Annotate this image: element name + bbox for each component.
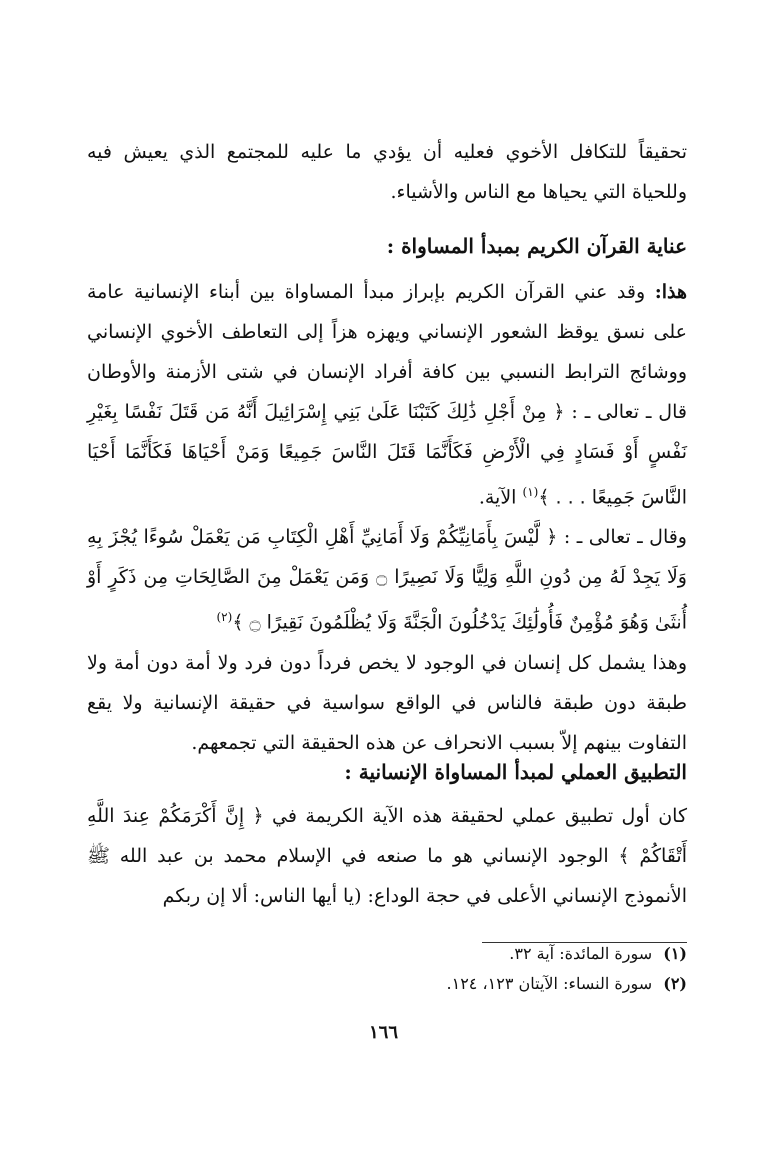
paragraph-text: وقد عني القرآن الكريم بإبراز مبدأ المساواة بين أبناء الإنسانية عامة على نسق يوقظ الشعور الإنساني ويهزه هزاً إلى التعاطف الأخوي الإنساني ووشائج الترابط النسبي بين كافة أفراد الإنسان في شتى الأزمنة والأوطان قال ـ تعالى ـ : <box>87 281 687 423</box>
quran-verse-maida-32: ﴿ مِنْ أَجْلِ ذَٰلِكَ كَتَبْنَا عَلَىٰ بَنِي إِسْرَائِيلَ أَنَّهُ مَن قَتَلَ نَفْسًا بِغَيْرِ نَفْسٍ أَوْ فَسَادٍ فِي الْأَرْضِ فَكَأَنَّمَا قَتَلَ النَّاسَ جَمِيعًا وَمَنْ أَحْيَاهَا فَكَأَنَّمَا أَحْيَا النَّاسَ جَمِيعًا . . . ﴾ <box>87 401 687 509</box>
quran-verse-hujurat-13: ﴿ إِنَّ أَكْرَمَكُمْ عِندَ اللَّهِ أَتْقَاكُمْ ﴾ <box>87 805 687 867</box>
intro-text: تحقيقاً للتكافل الأخوي فعليه أن يؤدي ما عليه للمجتمع الذي يعيش فيه وللحياة التي يحياها مع الناس والأشياء. <box>87 141 687 203</box>
footnote-number: (٢) <box>663 974 687 993</box>
footnote-ref-1: (١) <box>522 485 539 499</box>
paragraph-text: الوجود الإنساني هو ما صنعه في الإسلام محمد بن عبد الله ﷺ الأنموذج الإنساني الأعلى في حجة الوداع: (يا أيها الناس: ألا إن ربكم <box>87 845 687 907</box>
section-heading-practical-equality: التطبيق العملي لمبدأ المساواة الإنسانية : <box>344 760 687 784</box>
section-heading-quran-equality: عناية القرآن الكريم بمبدأ المساواة : <box>386 234 687 258</box>
footnote-1 <box>87 942 687 966</box>
section2-paragraph-1 <box>87 796 687 916</box>
page-number: ١٦٦ <box>368 1022 398 1043</box>
footnote-text: سورة النساء: الآيتان ١٢٣، ١٢٤. <box>446 974 653 993</box>
section2-body <box>87 796 687 916</box>
paragraph-text: وقال ـ تعالى ـ : <box>563 526 687 549</box>
section1-paragraph-1 <box>87 272 687 517</box>
section1-body <box>87 272 687 763</box>
paragraph-lead-word: هذا: <box>654 281 687 303</box>
footnote-2 <box>87 972 687 996</box>
verse-tail: الآية. <box>478 486 517 509</box>
quran-verse-nisa-123-124: ﴿ لَّيْسَ بِأَمَانِيِّكُمْ وَلَا أَمَانِيِّ أَهْلِ الْكِتَابِ مَن يَعْمَلْ سُوءًا يُجْزَ بِهِ وَلَا يَجِدْ لَهُ مِن دُونِ اللَّهِ وَلِيًّا وَلَا نَصِيرًا ۝ وَمَن يَعْمَلْ مِنَ الصَّالِحَاتِ مِن ذَكَرٍ أَوْ أُنثَىٰ وَهُوَ مُؤْمِنٌ فَأُولَٰئِكَ يَدْخُلُونَ الْجَنَّةَ وَلَا يُظْلَمُونَ نَقِيرًا ۝ ﴾ <box>87 526 687 634</box>
section1-paragraph-3: وهذا يشمل كل إنسان في الوجود لا يخص فرداً دون فرد ولا أمة دون أمة ولا طبقة دون طبقة فالناس في الواقع سواسية في حقيقة الإنسانية ولا يقع التفاوت بينهم إلاّ بسبب الانحراف عن هذه الحقيقة التي تجمعهم. <box>87 651 687 754</box>
footnote-number: (١) <box>663 944 687 963</box>
intro-paragraph <box>87 132 687 212</box>
paragraph-text: كان أول تطبيق عملي لحقيقة هذه الآية الكريمة في <box>272 805 687 827</box>
section1-paragraph-2 <box>87 517 687 642</box>
footnote-text: سورة المائدة: آية ٣٢. <box>509 944 653 963</box>
footnote-ref-2: (٢) <box>216 610 233 625</box>
